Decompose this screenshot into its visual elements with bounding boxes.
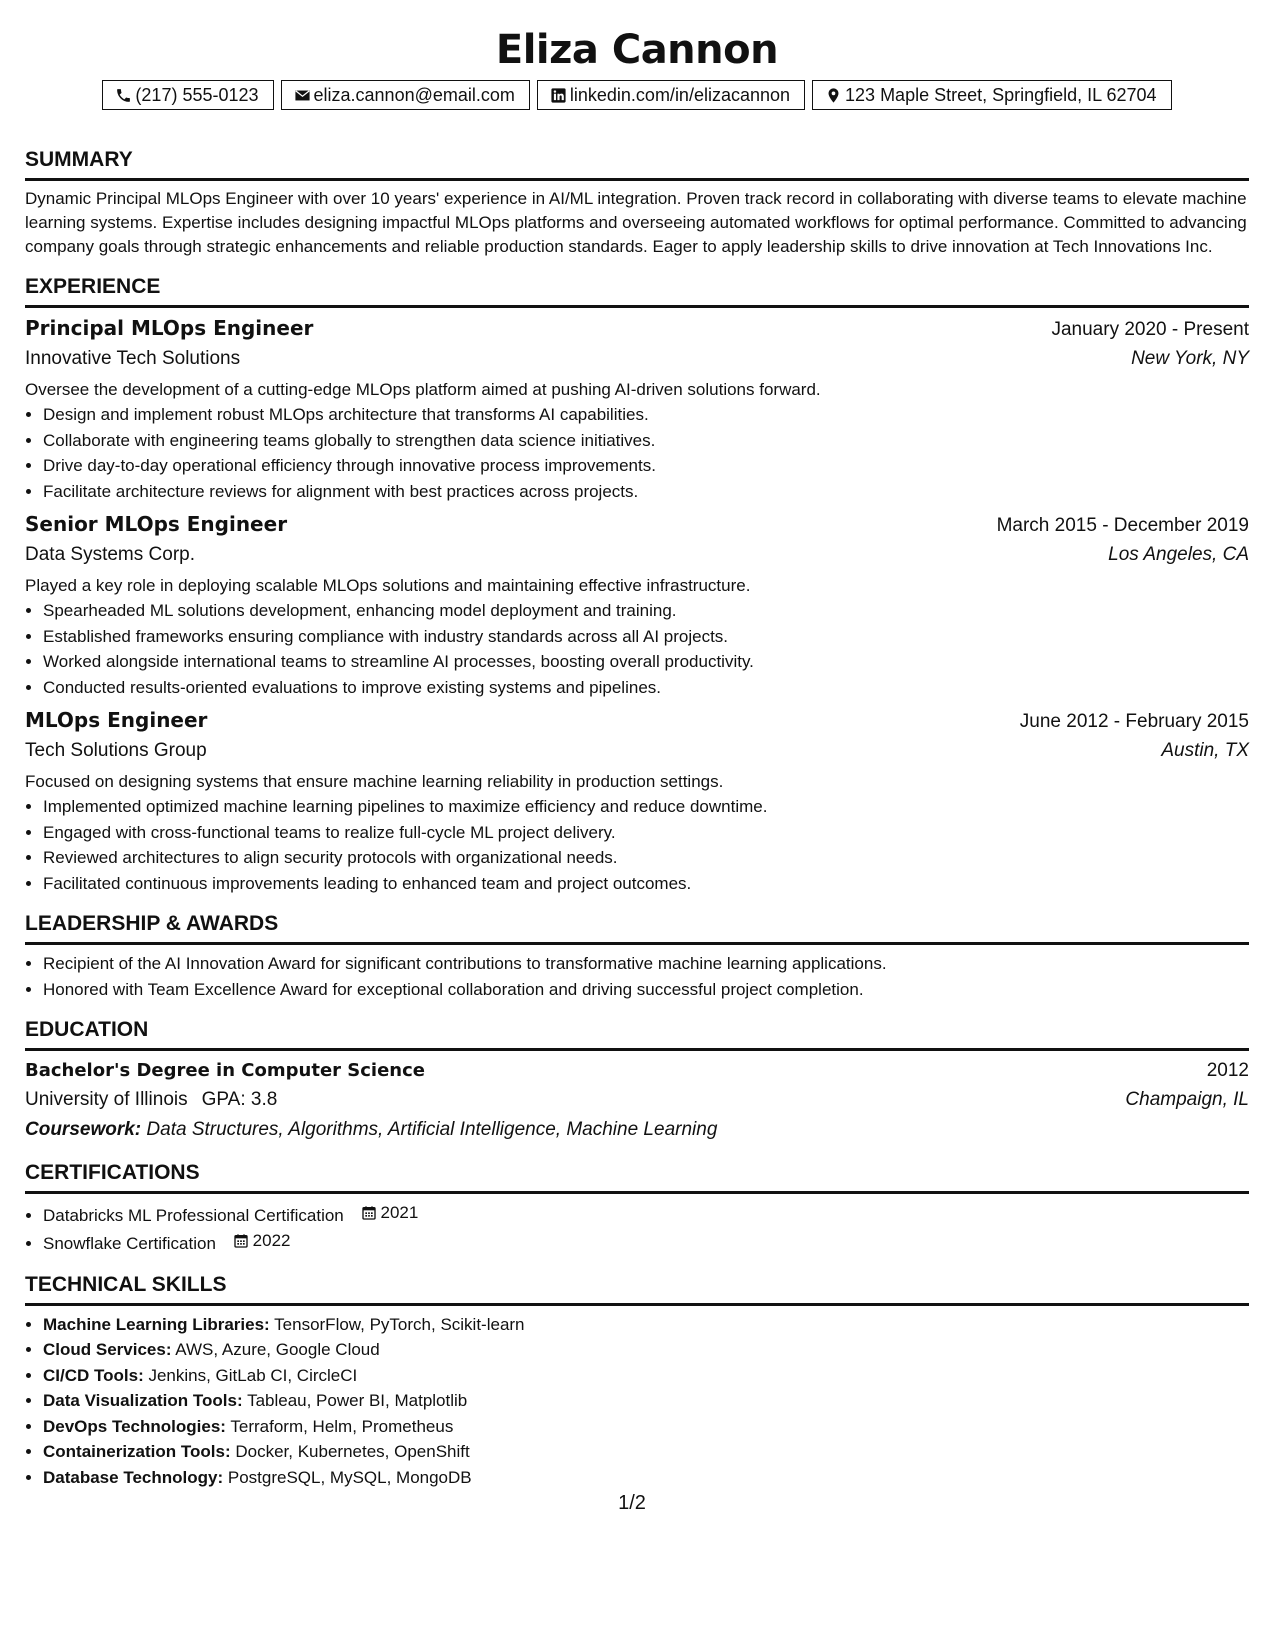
page-number: 1/2 [618, 1492, 646, 1514]
awards-section [25, 910, 1249, 1002]
job-entry [25, 314, 1249, 504]
list-item [43, 1465, 1249, 1491]
linkedin-icon [550, 87, 567, 104]
skills-section [25, 1271, 1249, 1491]
coursework-label: Coursework: [25, 1119, 142, 1140]
contact-email[interactable] [281, 80, 530, 110]
contact-phone-text: (217) 555-0123 [135, 84, 259, 105]
list-item [43, 1414, 1249, 1440]
phone-icon [115, 87, 132, 104]
calendar-icon [361, 1205, 377, 1221]
job-dates: March 2015 - December 2019 [996, 515, 1249, 536]
section-divider [25, 1191, 1249, 1194]
skill-label: Containerization Tools: [43, 1442, 231, 1461]
list-item: • Facilitate architecture reviews for alignment with best practices across projects. [43, 479, 1249, 505]
section-divider [25, 305, 1249, 308]
job-bullets [25, 794, 1249, 896]
cert-year: 2022 [252, 1231, 291, 1251]
job-company: Tech Solutions Group [25, 740, 207, 761]
skill-label: Machine Learning Libraries: [43, 1314, 270, 1334]
list-item [43, 1439, 1249, 1465]
coursework [25, 1115, 1249, 1145]
experience-section [25, 273, 1249, 896]
awards-heading: LEADERSHIP & AWARDS [25, 912, 279, 935]
skill-label: CI/CD Tools: [43, 1365, 144, 1385]
list-item [43, 1228, 1249, 1256]
skill-value: Docker, Kubernetes, OpenShift [235, 1442, 470, 1461]
job-title: Senior MLOps Engineer [25, 512, 288, 536]
job-description: Played a key role in deploying scalable MLOps solutions and maintaining effective infrastructure. [25, 576, 751, 595]
summary-section [25, 146, 1249, 259]
summary-heading: SUMMARY [25, 148, 133, 171]
list-item: • Facilitated continuous improvements leading to enhanced team and project outcomes. [43, 871, 1249, 897]
cert-date [233, 1228, 291, 1254]
contact-linkedin-text: linkedin.com/in/elizacannon [569, 84, 791, 105]
certifications-section [25, 1159, 1249, 1257]
job-description: Focused on designing systems that ensure machine learning reliability in production settings. [25, 772, 724, 791]
job-title: MLOps Engineer [25, 708, 208, 732]
job-entry [25, 510, 1249, 700]
cert-name: Snowflake Certification [43, 1234, 216, 1253]
list-item: • Drive day-to-day operational efficiency through innovative process improvements. [43, 453, 1249, 479]
list-item: • Design and implement robust MLOps architecture that transforms AI capabilities. [43, 402, 1249, 428]
section-divider [25, 1303, 1249, 1306]
certifications-heading: CERTIFICATIONS [25, 1161, 200, 1184]
calendar-icon [233, 1233, 249, 1249]
list-item: • Established frameworks ensuring compliance with industry standards across all AI projects. [43, 624, 1249, 650]
skill-value: Tableau, Power BI, Matplotlib [247, 1391, 468, 1410]
skill-label: Database Technology: [43, 1467, 224, 1487]
coursework-list: Data Structures, Algorithms, Artificial Intelligence, Machine Learning [146, 1119, 718, 1140]
experience-heading: EXPERIENCE [25, 275, 161, 298]
cert-year: 2021 [380, 1203, 419, 1222]
skill-value: Terraform, Helm, Prometheus [230, 1416, 454, 1436]
summary-text: Dynamic Principal MLOps Engineer with over 10 years' experience in AI/ML integration. Proven track record in collaborating with diverse teams to elevate machine learning systems. Expertise includes designing impactful MLOps platforms and overseeing automated workflows for optimal performance. Committed to advancing company goals through strategic enhancements and reliable production standards. Eager to apply leadership skills to drive innovation at Tech Innovations Inc. [25, 189, 1247, 256]
job-title: Principal MLOps Engineer [25, 316, 314, 340]
contact-bar [25, 80, 1249, 110]
job-location: Austin, TX [1161, 740, 1249, 761]
contact-email-text: eliza.cannon@email.com [313, 84, 515, 105]
cert-name: Databricks ML Professional Certification [43, 1205, 344, 1225]
list-item [43, 1200, 1249, 1228]
section-divider [25, 942, 1249, 945]
graduation-year: 2012 [1206, 1060, 1249, 1081]
school-name: University of Illinois [25, 1089, 188, 1110]
skill-value: PostgreSQL, MySQL, MongoDB [227, 1467, 472, 1487]
list-item: • Reviewed architectures to align security protocols with organizational needs. [43, 845, 1249, 871]
skill-value: Jenkins, GitLab CI, CircleCI [148, 1365, 358, 1385]
job-bullets [25, 598, 1249, 700]
section-divider [25, 1048, 1249, 1051]
contact-phone[interactable] [102, 80, 273, 110]
list-item [43, 1388, 1249, 1414]
skills-list [25, 1312, 1249, 1491]
school-location: Champaign, IL [1125, 1089, 1249, 1110]
job-description: Oversee the development of a cutting-edge MLOps platform aimed at pushing AI-driven solutions forward. [25, 380, 821, 399]
list-item: • Engaged with cross-functional teams to realize full-cycle ML project delivery. [43, 820, 1249, 846]
list-item: • Honored with Team Excellence Award for exceptional collaboration and driving successful project completion. [43, 977, 1249, 1003]
skill-value: TensorFlow, PyTorch, Scikit-learn [274, 1314, 525, 1334]
list-item: • Implemented optimized machine learning pipelines to maximize efficiency and reduce downtime. [43, 794, 1249, 820]
section-divider [25, 178, 1249, 181]
job-bullets [25, 402, 1249, 504]
awards-list [25, 951, 1249, 1002]
education-heading: EDUCATION [25, 1018, 149, 1041]
job-dates: June 2012 - February 2015 [1019, 711, 1249, 732]
list-item [43, 1363, 1249, 1389]
degree-title: Bachelor's Degree in Computer Science [25, 1060, 425, 1081]
list-item: • Conducted results-oriented evaluations to improve existing systems and pipelines. [43, 675, 1249, 701]
list-item: • Worked alongside international teams to streamline AI processes, boosting overall productivity. [43, 649, 1249, 675]
skill-label: Data Visualization Tools: [43, 1391, 243, 1410]
job-company: Data Systems Corp. [25, 544, 195, 565]
skill-value: AWS, Azure, Google Cloud [175, 1340, 380, 1359]
skills-heading: TECHNICAL SKILLS [25, 1272, 227, 1296]
list-item: • Collaborate with engineering teams globally to strengthen data science initiatives. [43, 428, 1249, 454]
candidate-name: Eliza Cannon [495, 27, 779, 73]
school-name-line [25, 1085, 277, 1114]
job-company: Innovative Tech Solutions [25, 348, 241, 369]
certifications-list [25, 1200, 1249, 1257]
cert-date [361, 1200, 419, 1226]
skill-label: Cloud Services: [43, 1340, 172, 1359]
envelope-icon [294, 87, 311, 104]
list-item: • Spearheaded ML solutions development, enhancing model deployment and training. [43, 598, 1249, 624]
list-item [43, 1337, 1249, 1363]
contact-address[interactable] [812, 80, 1172, 110]
list-item: • Recipient of the AI Innovation Award for significant contributions to transformative machine learning applications. [43, 951, 1249, 977]
job-dates: January 2020 - Present [1051, 319, 1249, 340]
job-location: New York, NY [1131, 348, 1249, 369]
skill-label: DevOps Technologies: [43, 1416, 226, 1436]
map-marker-icon [825, 87, 842, 104]
list-item [43, 1312, 1249, 1338]
gpa: GPA: 3.8 [201, 1089, 278, 1110]
contact-linkedin[interactable] [537, 80, 805, 110]
job-entry [25, 706, 1249, 896]
contact-address-text: 123 Maple Street, Springfield, IL 62704 [845, 84, 1157, 105]
education-section [25, 1016, 1249, 1145]
job-location: Los Angeles, CA [1108, 544, 1249, 565]
resume-page [25, 0, 1249, 1514]
